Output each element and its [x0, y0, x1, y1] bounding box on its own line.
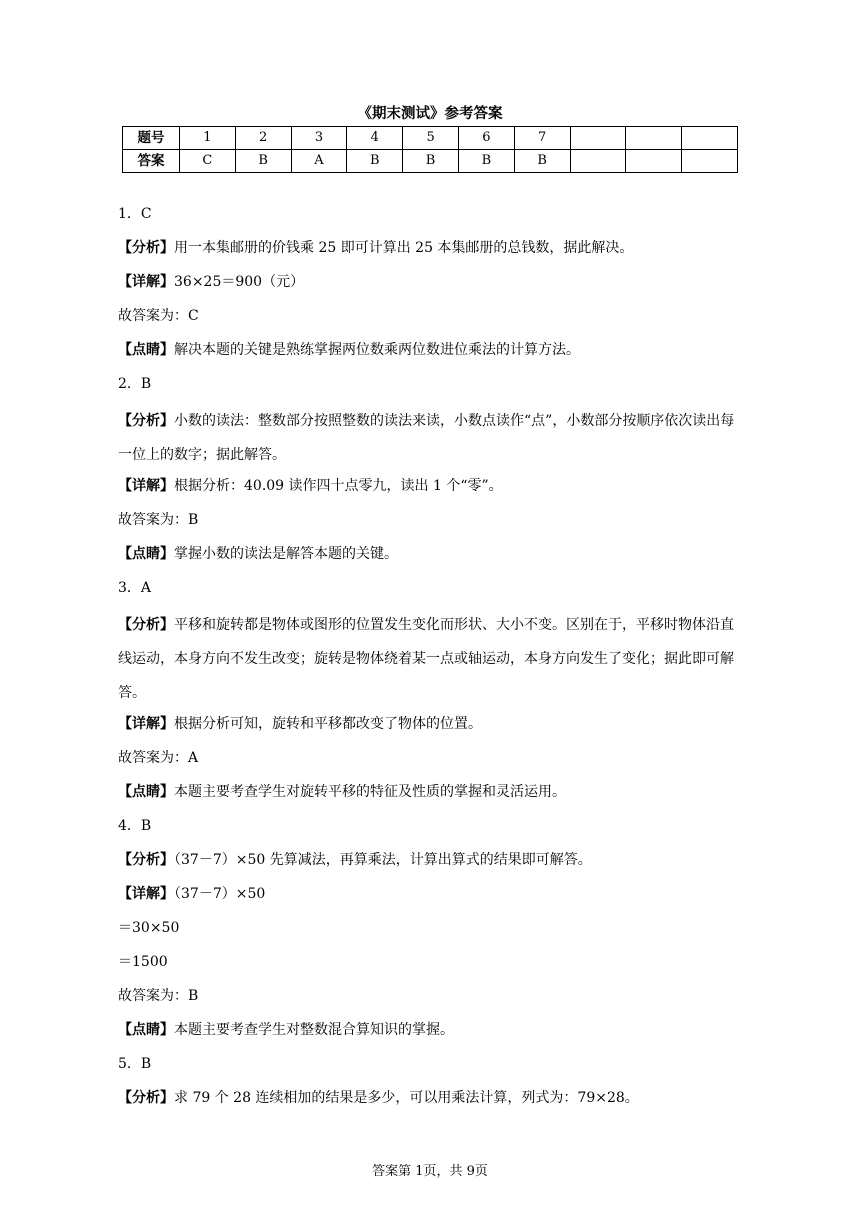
- answer-cell: B: [514, 150, 570, 173]
- answer-cell: C: [180, 150, 236, 173]
- detail-line: [118, 710, 740, 744]
- analysis-tag: 【分析】: [118, 852, 174, 868]
- analysis-text: （37－7）×50 先算减法，再算乘法，计算出算式的结果即可解答。: [174, 852, 592, 868]
- comment-text: 本题主要考查学生对整数混合算知识的掌握。: [174, 1022, 454, 1038]
- detail-tag: 【详解】: [118, 716, 174, 732]
- detail-tag: 【详解】: [118, 886, 174, 902]
- number-cell: [570, 127, 626, 150]
- number-cell: [626, 127, 682, 150]
- answer-table-answer-row: [123, 150, 738, 173]
- comment-text: 掌握小数的读法是解答本题的关键。: [174, 546, 398, 562]
- detail-tag: 【详解】: [118, 478, 174, 494]
- answer-cell: A: [291, 150, 347, 173]
- number-cell: 5: [403, 127, 459, 150]
- result-line: 故答案为：C: [118, 308, 199, 324]
- analysis-line: [118, 1084, 740, 1118]
- number-cell: 1: [180, 127, 236, 150]
- answer-cell: B: [235, 150, 291, 173]
- analysis-paragraph: [118, 404, 740, 472]
- row-header-number: 题号: [123, 127, 180, 150]
- answer-cell: [570, 150, 626, 173]
- answer-table: [122, 126, 738, 173]
- analysis-text: 用一本集邮册的价钱乘 25 即可计算出 25 本集邮册的总钱数，据此解决。: [174, 240, 634, 256]
- detail-text: （37－7）×50: [174, 886, 266, 902]
- analysis-text: 求 79 个 28 连续相加的结果是多少，可以用乘法计算，列式为：79×28。: [174, 1090, 639, 1106]
- analysis-line: [118, 846, 740, 880]
- analysis-line: [118, 234, 740, 268]
- answer-cell: B: [347, 150, 403, 173]
- detail-text: 36×25＝900（元）: [174, 274, 305, 290]
- comment-text: 本题主要考查学生对旋转平移的特征及性质的掌握和灵活运用。: [174, 784, 566, 800]
- analysis-paragraph: [118, 608, 740, 710]
- analysis-text: 平移和旋转都是物体或图形的位置发生变化而形状、大小不变。区别在于，平移时物体沿直线运动，本身方向不发生改变；旋转是物体绕着某一点或轴运动，本身方向发生了变化；据此即可解答。: [118, 617, 734, 701]
- number-cell: 4: [347, 127, 403, 150]
- question-number: 3．A: [118, 580, 152, 596]
- number-cell: [682, 127, 738, 150]
- solutions-body: [118, 200, 740, 1118]
- question-number: 2．B: [118, 376, 152, 392]
- comment-line: [118, 778, 740, 812]
- detail-line: [118, 880, 740, 914]
- page-footer: 答案第 1页，共 9页: [372, 1164, 488, 1179]
- answer-table-number-row: [123, 127, 738, 150]
- analysis-text: 小数的读法：整数部分按照整数的读法来读，小数点读作“点”，小数部分按顺序依次读出每一位上的数字；据此解答。: [118, 413, 735, 463]
- comment-line: [118, 336, 740, 370]
- analysis-tag: 【分析】: [118, 240, 174, 256]
- comment-tag: 【点睛】: [118, 546, 174, 562]
- detail-text: 根据分析可知，旋转和平移都改变了物体的位置。: [174, 716, 482, 732]
- answer-cell: [626, 150, 682, 173]
- number-cell: 3: [291, 127, 347, 150]
- number-cell: 2: [235, 127, 291, 150]
- detail-text: 根据分析：40.09 读作四十点零九，读出 1 个“零”。: [174, 478, 503, 494]
- analysis-tag: 【分析】: [118, 1090, 174, 1106]
- answer-cell: [682, 150, 738, 173]
- answer-cell: B: [458, 150, 514, 173]
- row-header-answer: 答案: [123, 150, 180, 173]
- analysis-tag: 【分析】: [118, 617, 174, 633]
- question-number: 5．B: [118, 1056, 152, 1072]
- calculation-step: ＝1500: [118, 954, 168, 970]
- comment-tag: 【点睛】: [118, 1022, 174, 1038]
- page-title: 《期末测试》参考答案: [357, 105, 503, 122]
- analysis-tag: 【分析】: [118, 413, 174, 429]
- comment-text: 解决本题的关键是熟练掌握两位数乘两位数进位乘法的计算方法。: [174, 342, 580, 358]
- question-number: 4．B: [118, 818, 152, 834]
- number-cell: 7: [514, 127, 570, 150]
- result-line: 故答案为：A: [118, 750, 199, 766]
- comment-tag: 【点睛】: [118, 784, 174, 800]
- detail-line: [118, 472, 740, 506]
- comment-line: [118, 1016, 740, 1050]
- question-number: 1．C: [118, 206, 152, 222]
- result-line: 故答案为：B: [118, 988, 199, 1004]
- comment-line: [118, 540, 740, 574]
- comment-tag: 【点睛】: [118, 342, 174, 358]
- detail-tag: 【详解】: [118, 274, 174, 290]
- calculation-step: ＝30×50: [118, 920, 180, 936]
- answer-cell: B: [403, 150, 459, 173]
- number-cell: 6: [458, 127, 514, 150]
- result-line: 故答案为：B: [118, 512, 199, 528]
- detail-line: [118, 268, 740, 302]
